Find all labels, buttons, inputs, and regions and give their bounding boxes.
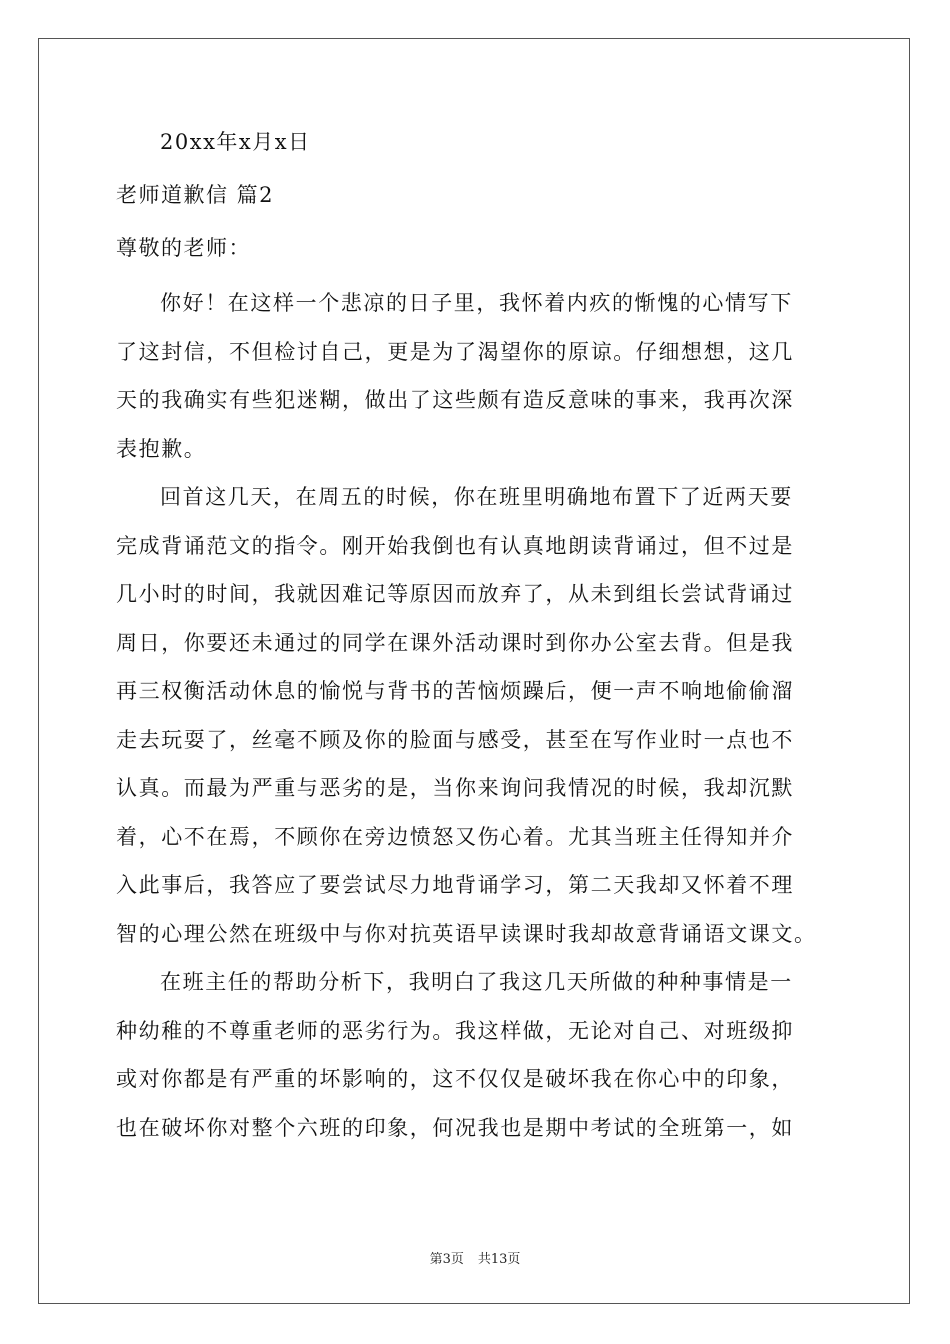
page-footer	[0, 1248, 950, 1267]
letter-date: 20xx年x月x日	[160, 130, 311, 154]
paragraph-line: 再三权衡活动休息的愉悦与背书的苦恼烦躁后，便一声不响地偷偷溜	[116, 679, 794, 703]
paragraph-line: 你好！在这样一个悲凉的日子里，我怀着内疚的惭愧的心情写下	[160, 291, 793, 315]
letter-body	[116, 127, 836, 1152]
page-total: 共13页	[477, 1252, 521, 1267]
paragraph-line: 或对你都是有严重的坏影响的，这不仅仅是破坏我在你心中的印象，	[116, 1067, 794, 1091]
paragraph-line: 了这封信，不但检讨自己，更是为了渴望你的原谅。仔细想想，这几	[116, 339, 794, 364]
paragraph-3	[116, 958, 836, 1152]
paragraph-line: 在班主任的帮助分析下，我明白了我这几天所做的种种事情是一	[160, 970, 793, 994]
paragraph-line: 种幼稚的不尊重老师的恶劣行为。我这样做，无论对自己、对班级抑	[116, 1018, 794, 1043]
paragraph-line: 表抱歉。	[116, 436, 207, 461]
paragraph-line: 回首这几天，在周五的时候，你在班里明确地布置下了近两天要	[160, 485, 793, 509]
paragraph-line: 着，心不在焉，不顾你在旁边愤怒又伤心着。尤其当班主任得知并介	[116, 824, 794, 849]
paragraph-line: 也在破坏你对整个六班的印象，何况我也是期中考试的全班第一，如	[116, 1115, 794, 1140]
paragraph-line: 走去玩耍了，丝毫不顾及你的脸面与感受，甚至在写作业时一点也不	[116, 727, 794, 752]
paragraph-line: 认真。而最为严重与恶劣的是，当你来询问我情况的时候，我却沉默	[116, 776, 794, 800]
page-number: 第3页	[429, 1252, 464, 1267]
paragraph-line: 智的心理公然在班级中与你对抗英语早读课时我却故意背诵语文课文。	[116, 921, 817, 946]
paragraph-line: 几小时的时间，我就因难记等原因而放弃了，从未到组长尝试背诵过	[116, 582, 794, 606]
paragraph-line: 周日，你要还未通过的同学在课外活动课时到你办公室去背。但是我	[116, 630, 794, 655]
paragraph-1	[116, 279, 836, 473]
paragraph-line: 完成背诵范文的指令。刚开始我倒也有认真地朗读背诵过，但不过是	[116, 533, 794, 558]
letter-greeting: 尊敬的老师：	[116, 236, 251, 260]
paragraph-2	[116, 473, 836, 958]
paragraph-line: 天的我确实有些犯迷糊，做出了这些颇有造反意味的事来，我再次深	[116, 388, 794, 412]
letter-title: 老师道歉信 篇2	[116, 183, 275, 207]
paragraph-line: 入此事后，我答应了要尝试尽力地背诵学习，第二天我却又怀着不理	[116, 873, 794, 897]
